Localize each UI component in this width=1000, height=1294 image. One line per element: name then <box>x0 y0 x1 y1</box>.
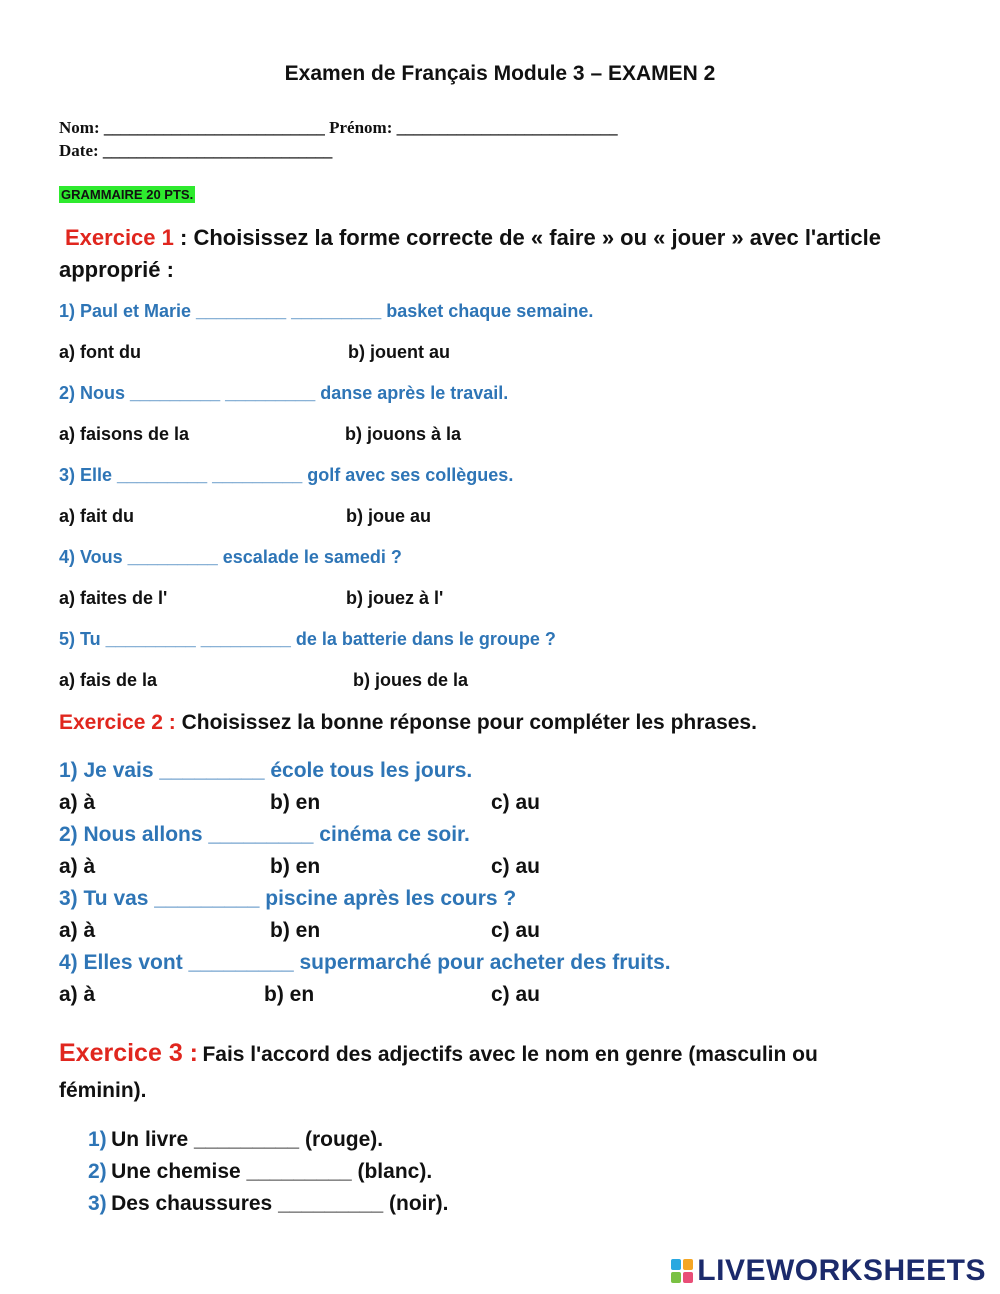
exercise3-item-text: Des chaussures _________ (noir). <box>111 1192 449 1215</box>
exercise2-option-a[interactable]: a) à <box>59 983 96 1006</box>
date-label: Date: <box>59 141 99 160</box>
exercise1-heading <box>59 222 959 286</box>
exercise1-option-b[interactable]: b) jouent au <box>348 342 450 362</box>
exercise2-question: 3) Tu vas _________ piscine après les cours ? <box>59 887 517 910</box>
exercise2-question: 1) Je vais _________ école tous les jours. <box>59 759 473 782</box>
exercise3-item <box>88 1160 432 1184</box>
exercise3-item-text: Un livre _________ (rouge). <box>111 1128 384 1151</box>
exercise2-option-b[interactable]: b) en <box>270 919 321 942</box>
exercise1-option-a[interactable]: a) fait du <box>59 506 134 526</box>
exercise3-label: Exercice 3 : <box>59 1039 198 1067</box>
prenom-label: Prénom: <box>329 118 393 137</box>
exercise2-option-c[interactable]: c) au <box>491 919 541 942</box>
exercise2-heading <box>59 711 757 735</box>
exercise2-question: 2) Nous allons _________ cinéma ce soir. <box>59 823 470 846</box>
exercise2-label: Exercice 2 : <box>59 711 176 734</box>
exercise1-question: 1) Paul et Marie _________ _________ basket chaque semaine. <box>59 301 594 321</box>
exercise2-option-c[interactable]: c) au <box>491 791 541 814</box>
exercise1-question: 4) Vous _________ escalade le samedi ? <box>59 547 402 567</box>
exercise2-option-b[interactable]: b) en <box>264 983 315 1006</box>
exercise3-item <box>88 1128 383 1152</box>
exercise3-item <box>88 1192 449 1216</box>
exercise1-option-a[interactable]: a) faisons de la <box>59 424 190 444</box>
prenom-blank[interactable]: __________________________ <box>396 118 618 137</box>
exercise2-option-a[interactable]: a) à <box>59 919 96 942</box>
exercise3-item-number: 2) <box>88 1160 107 1183</box>
exercise2-option-c[interactable]: c) au <box>491 983 541 1006</box>
exercise2-option-c[interactable]: c) au <box>491 855 541 878</box>
nom-label: Nom: <box>59 118 100 137</box>
exercise1-label: Exercice 1 <box>65 225 174 250</box>
exercise1-option-a[interactable]: a) font du <box>59 342 141 362</box>
exercise2-question: 4) Elles vont _________ supermarché pour acheter des fruits. <box>59 951 671 974</box>
exercise1-option-b[interactable]: b) joues de la <box>353 670 469 690</box>
liveworksheets-logo <box>671 1254 986 1288</box>
exercise3-instruction-line2: féminin). <box>59 1079 147 1102</box>
exercise2-option-a[interactable]: a) à <box>59 855 96 878</box>
liveworksheets-logo-text: LIVEWORKSHEETS <box>697 1254 986 1287</box>
exercise1-question: 3) Elle _________ _________ golf avec ses collègues. <box>59 465 514 485</box>
exercise3-instruction-line1: Fais l'accord des adjectifs avec le nom en genre (masculin ou <box>202 1043 818 1066</box>
exercise1-question: 2) Nous _________ _________ danse après le travail. <box>59 383 509 403</box>
exercise2-option-b[interactable]: b) en <box>270 855 321 878</box>
exercise1-option-b[interactable]: b) jouez à l' <box>346 588 444 608</box>
exercise3-item-number: 1) <box>88 1128 107 1151</box>
exercise3-heading <box>59 1036 818 1110</box>
exercise2-option-b[interactable]: b) en <box>270 791 321 814</box>
page-title: Examen de Français Module 3 – EXAMEN 2 <box>284 62 716 85</box>
exercise1-instruction-line2: approprié : <box>59 257 174 282</box>
exercise1-option-a[interactable]: a) fais de la <box>59 670 158 690</box>
exercise1-option-a[interactable]: a) faites de l' <box>59 588 168 608</box>
nom-blank[interactable]: __________________________ <box>103 118 325 137</box>
liveworksheets-logo-icon <box>671 1259 693 1283</box>
grammar-points-badge: GRAMMAIRE 20 PTS. <box>61 187 194 202</box>
exercise2-option-a[interactable]: a) à <box>59 791 96 814</box>
student-name-line <box>59 118 618 138</box>
student-date-line <box>59 141 332 161</box>
exercise1-instruction-line1: : Choisissez la forme correcte de « faire » ou « jouer » avec l'article <box>180 225 881 250</box>
exercise1-option-b[interactable]: b) joue au <box>346 506 431 526</box>
exercise2-instruction: Choisissez la bonne réponse pour compléter les phrases. <box>181 711 757 734</box>
exercise3-item-number: 3) <box>88 1192 107 1215</box>
exercise1-option-b[interactable]: b) jouons à la <box>345 424 462 444</box>
exercise1-question: 5) Tu _________ _________ de la batterie dans le groupe ? <box>59 629 556 649</box>
exercise3-item-text: Une chemise _________ (blanc). <box>111 1160 433 1183</box>
date-blank[interactable]: ___________________________ <box>102 141 333 160</box>
